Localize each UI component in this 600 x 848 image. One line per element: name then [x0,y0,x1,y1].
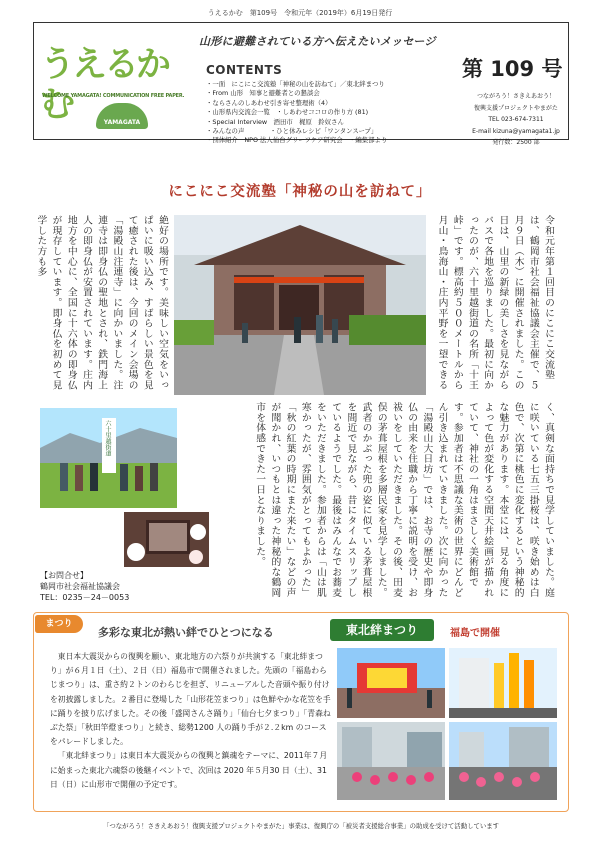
matsuri-tag: まつり [35,615,83,633]
contents-item: ・みんなの声 ・ひと休みレシピ「ワンタンスープ」 [206,127,378,136]
article-title: にこにこ交流塾「神秘の山を訪ねて」 [168,184,432,200]
festival-photo-1 [337,648,445,718]
soba-photo [124,512,209,567]
contact-line: 鶴岡市社会福祉協議会 [40,582,120,591]
matsuri-paragraph: 「東北絆まつり」は東日本大震災からの復興と鎮魂をテーマに、2011年７月に始まった東北六魂祭の後継イベントで、次回は 2020 年５月30 日（土）、31 日（日）に山形市で開催の予定です。 [50,751,328,789]
article-text-block-1 [431,215,556,393]
festival-photo-2 [449,648,557,718]
pub-line: TEL 023-674-7311 [488,116,544,123]
matsuri-headline: 多彩な東北が熱い絆でひとつになる [98,626,274,639]
matsuri-body [50,650,333,792]
contents-title: CONTENTS [206,63,283,77]
article-paragraph: 最初に向かったのが、六十里越街道の名所「十王峠」です。標高約５００メートルから月山・鳥海山・庄内平野を一望できる [436,215,494,391]
issue-date-line: うえるかむ 第109号 令和元年（2019年）6月19日発行 [207,9,393,17]
matsuri-paragraph: 東日本大震災からの復興を願い、東北地方の六祭りが共演する「東北絆まつり」が６月１日（土）、２日（日）福島市で開催されました。先頭の「福島わらじまつり」は、重さ約２トンのわらじを担ぎ、リニューアルした音頭や振り付けを初披露しました。２番目に登場した「山形花笠まつり」は色鮮やかな花笠を手に踊りを披り広げました。その後「盛岡さんさ踊り」「仙台七夕まつり」「青森ねぶた祭」「秋田竿燈まつり」と続き、総勢1200 人の踊り手が２.２km のコースをパレードしました。 [50,652,331,747]
contents-item: ・団体紹介 NPO 法人仙台グリーフケア研究会 ・編集部より [206,136,388,145]
publisher-info [464,91,568,149]
logo [34,23,194,139]
contents-item: ・ならさんのしあわせ引き寄せ整理術（4） [206,98,332,107]
temple-photo [174,215,426,395]
logo-title: うえるかむ [40,44,169,125]
logo-badge-label: YAMAGATA [103,119,141,126]
contents-list [206,80,456,146]
photo-banner-text: 六十里越街道 [104,420,111,456]
contents-item: ・山形県内交流会一覧 ・しあわせココロの作り方 (81) [206,108,369,117]
article-paragraph: 絶好の場所です。美味しい空気をいっぱいに吸い込み、すばらしい景色を見て癒された後は、今回のメイン会場の「湯殿山注連寺」に向かいました。 [111,215,168,391]
pub-line: つながろう！さきえあおう！ [476,93,555,100]
contact-line: TEL：0235－24－0053 [40,593,130,602]
article-text-block-2 [35,215,170,393]
article-text-block-3 [196,402,556,600]
matsuri-city: 福島で開催 [450,628,500,639]
tagline: 山形に避難されている方へ伝えたいメッセージ [199,35,436,48]
matsuri-band: 東北絆まつり [330,619,434,641]
festival-photo-4 [449,722,557,800]
pub-line: E-mail kizuna@yamagata1.jp [472,127,560,135]
issue-number: 第 109 号 [462,57,563,81]
contact-line: 【お問合せ】 [40,571,88,580]
article-paragraph: く、真剣な面持ちで見学していました。庭に咲いている七五三掛桜は、咲き始めは白色で、次第に桃色に変化するという神秘的な魅力があります。本堂には、見る角度によって色が変化する空間天井絵画が描かれていて、神社の一角はまさしく美術館です。参加者は不思議な美術の世界にどんどん引き込まれていきました。 [436,402,554,598]
pub-line: 発行数：2500 部 [492,139,540,146]
contact-info [40,570,129,603]
group-photo [40,408,177,508]
contents-item: ・From 山形 知事と避難者との懇談会 [206,89,320,98]
logo-subtitle: WELCOME YAMAGATA! COMMUNICATION FREE PAPER. [42,93,185,99]
contents-item: ・Special Interview 酒田市 梶原 鈴奴さん [206,117,344,126]
festival-photo-3 [337,722,445,800]
article-paragraph: 注連寺は即身仏の聖地とされ、鉄門海上人の即身仏が安置されています。庄内地方を中心に、全国に十六体の即身仏が現存しています。即身仏を初めて見学した方も多 [35,215,123,391]
article-paragraph: 次に向かった「湯殿山大日坊」では、お寺の歴史や即身仏の由来を住職から丁寧に説明を受け、お祓いをしていただきました。その後、田麦俣の茅葺屋根を多層民家を見学しました。武者のかぶった兜の姿に似ている茅葺屋根を間近で見ながら、昔にタイムスリップしているようでした。最後はみんなでお蕎麦をいただきました。参加者からは「山は肌寒かったが、雰囲気がとってもよかった」「秋の紅葉の時期にまた来たい」などの声が聞かれ、いつもとは違った神秘的な鶴岡市を体感できた一日となりました。 [254,402,448,598]
masthead [33,22,569,146]
footer-note: 「つながろう！さきえあおう！復興支援プロジェクトやまがた」事業は、復興庁の「被災者支援総合事業」の助成を受けて活動しています [102,822,500,830]
contents-item: ・一面 にこにこ交流塾「神秘の山を訪ねて」／東北絆まつり [206,80,385,88]
pub-line: 復興支援プロジェクトやまがた [474,104,558,112]
article-paragraph: 令和元年第１回目のにこにこ交流塾は、鶴岡市社会福祉協議会主催で、５月９日（木）に開催されました。この日は、山里の新緑の美しさを見ながらバスで各地を巡りました。 [482,215,554,391]
